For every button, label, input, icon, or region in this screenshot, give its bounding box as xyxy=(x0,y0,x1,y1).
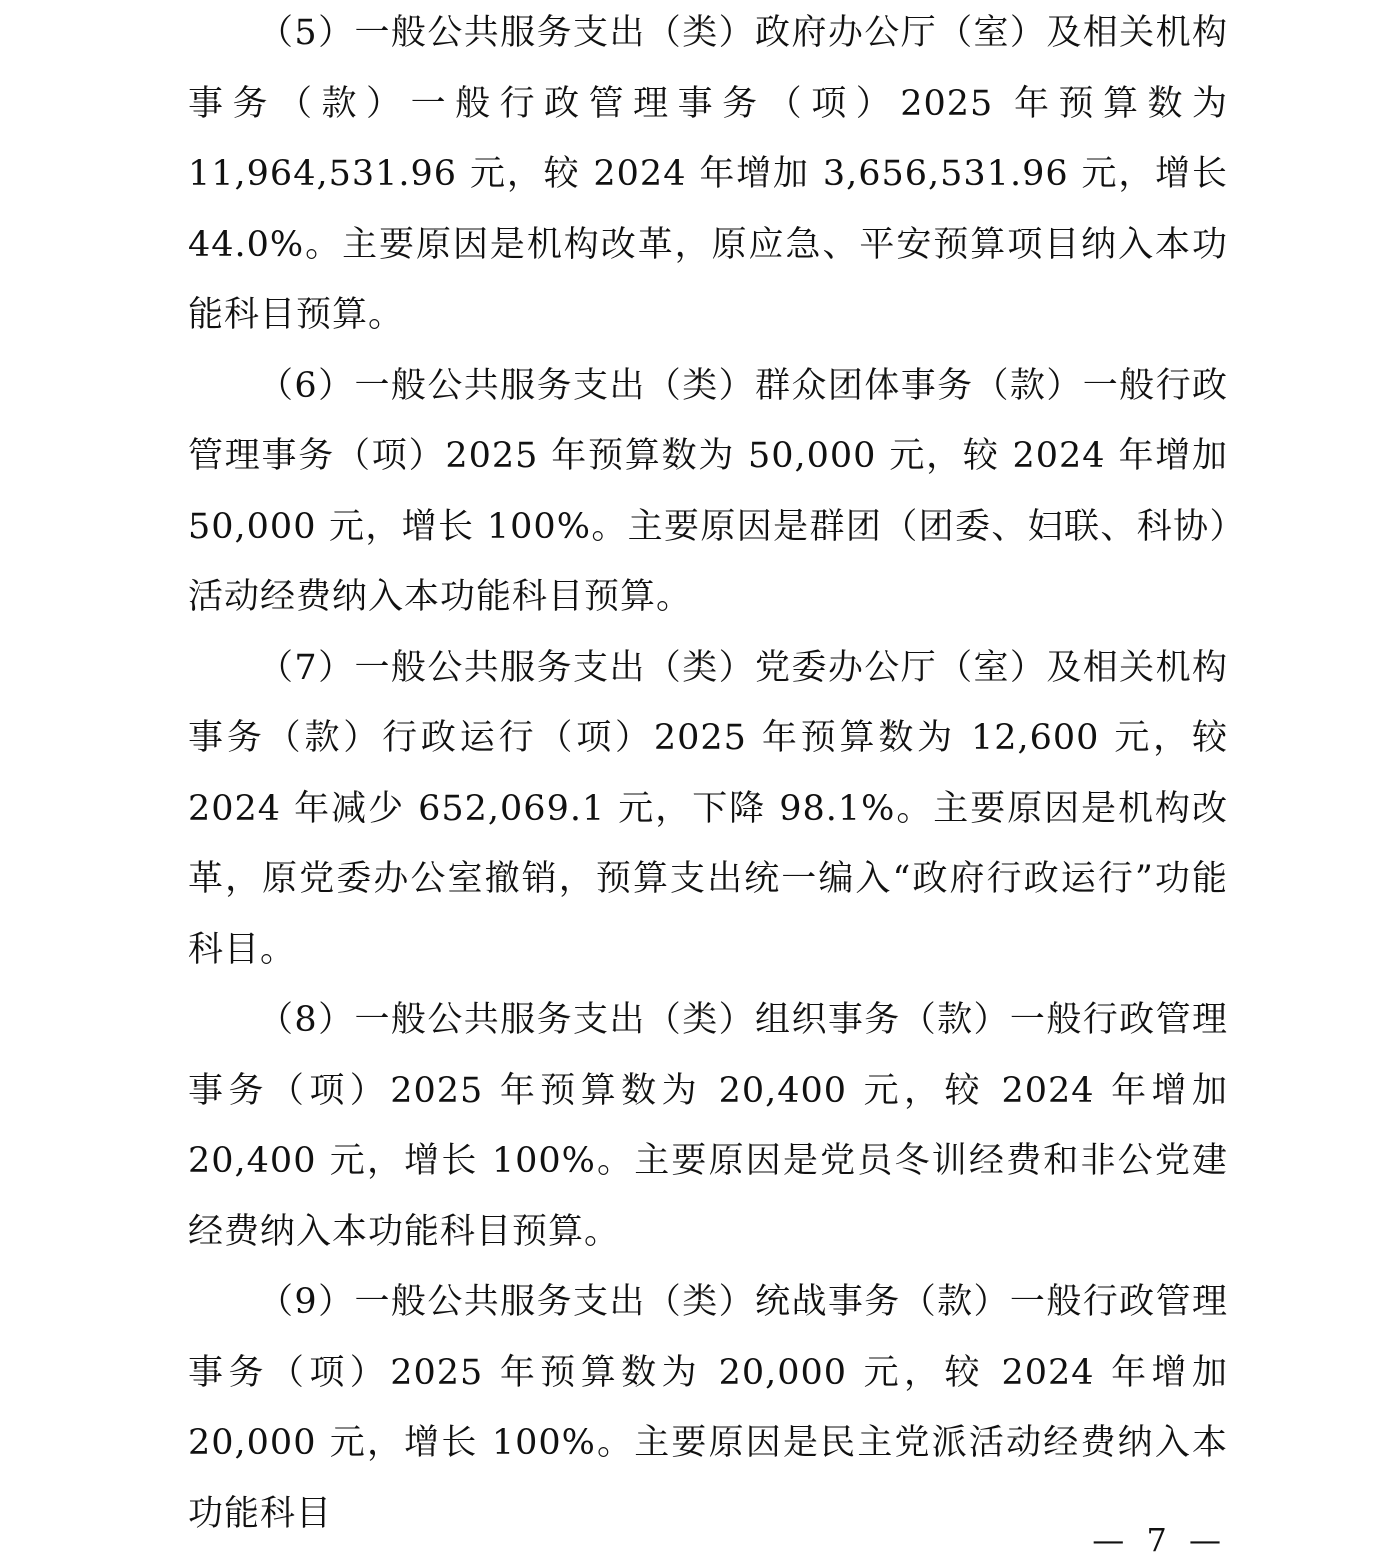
paragraph-6: （6）一般公共服务支出（类）群众团体事务（款）一般行政管理事务（项）2025 年预算数为 50,000 元，较 2024 年增加 50,000 元，增长 100%。主要原因是群团（团委、妇联、科协）活动经费纳入本功能科目预算。 xyxy=(188,365,1228,617)
paragraph-5: （5）一般公共服务支出（类）政府办公厅（室）及相关机构事务（款）一般行政管理事务（项）2025 年预算数为 11,964,531.96 元，较 2024 年增加 3,656,531.96 元，增长 44.0%。主要原因是机构改革，原应急、平安预算项目纳入本功能科目预算。 xyxy=(188,13,1228,335)
page-number: — 7 — xyxy=(1092,1521,1227,1559)
document-body xyxy=(188,0,1228,1549)
paragraph-7: （7）一般公共服务支出（类）党委办公厅（室）及相关机构事务（款）行政运行（项）2025 年预算数为 12,600 元，较 2024 年减少 652,069.1 元，下降 98.1%。主要原因是机构改革，原党委办公室撤销，预算支出统一编入“政府行政运行”功能科目。 xyxy=(188,647,1228,970)
paragraph-9: （9）一般公共服务支出（类）统战事务（款）一般行政管理事务（项）2025 年预算数为 20,000 元，较 2024 年增加 20,000 元，增长 100%。主要原因是民主党派活动经费纳入本功能科目 xyxy=(188,1282,1228,1534)
paragraph-8: （8）一般公共服务支出（类）组织事务（款）一般行政管理事务（项）2025 年预算数为 20,400 元，较 2024 年增加 20,400 元，增长 100%。主要原因是党员冬训经费和非公党建经费纳入本功能科目预算。 xyxy=(188,1000,1228,1252)
